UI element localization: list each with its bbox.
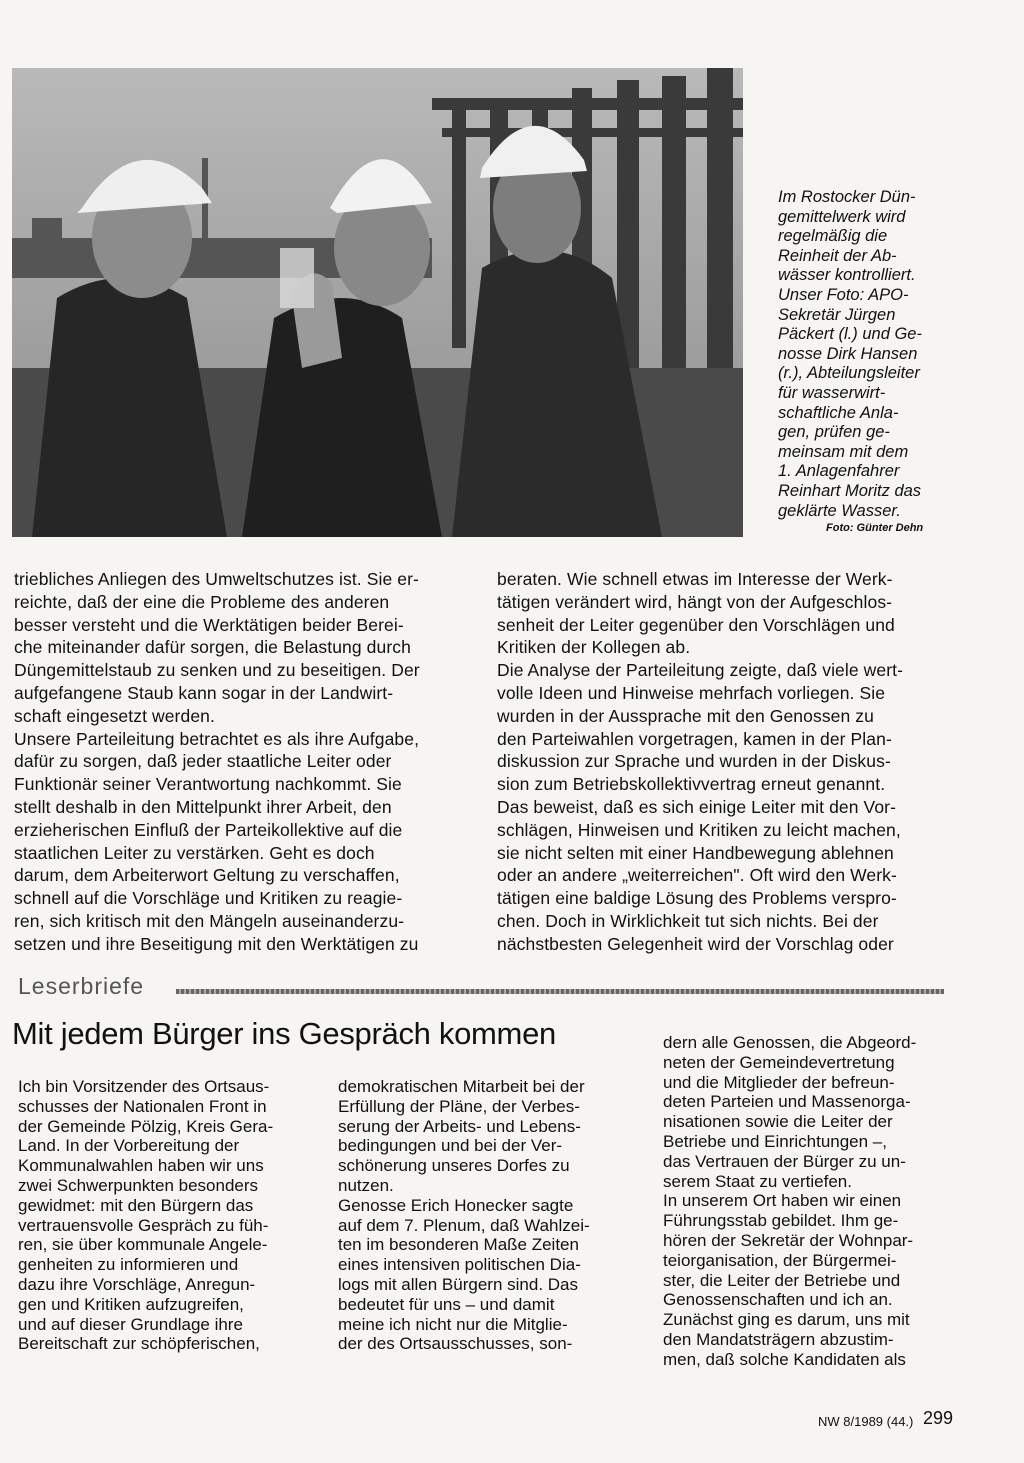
- caption-line: meinsam mit dem: [778, 442, 909, 461]
- text-line: Betriebe und Einrichtungen –,: [663, 1131, 887, 1151]
- text-line: Zunächst ging es darum, uns mit: [663, 1310, 910, 1330]
- article2-column-2: [338, 1077, 631, 1354]
- article1-column-2: [497, 568, 952, 956]
- text-line: oder an andere „weiterreichen". Oft wird den Werk-: [497, 865, 897, 886]
- text-line: wurden in der Aussprache mit den Genossen zu: [497, 705, 874, 726]
- page-number: 299: [923, 1408, 954, 1428]
- section-divider: [176, 989, 944, 994]
- text-line: genheiten zu informieren und: [18, 1255, 239, 1275]
- text-line: zwei Schwerpunkten besonders: [18, 1175, 259, 1195]
- text-line: Das beweist, daß es sich einige Leiter mit den Vor-: [497, 796, 897, 817]
- text-line: und auf dieser Grundlage ihre: [18, 1314, 243, 1334]
- text-line: tätigen verändert wird, hängt von der Aufgeschlos-: [497, 591, 893, 612]
- text-line: und die Mitglieder der befreun-: [663, 1072, 895, 1092]
- text-line: der des Ortsausschusses, son-: [338, 1334, 573, 1354]
- text-line: Erfüllung der Pläne, der Verbes-: [338, 1096, 580, 1116]
- text-line: Genossenschaften und ich an.: [663, 1290, 893, 1310]
- text-line: ren, sie über kommunale Angele-: [18, 1235, 268, 1255]
- text-line: serem Staat zu vertiefen.: [663, 1171, 852, 1191]
- text-line: darum, dem Arbeiterwort Geltung zu verschaffen,: [14, 865, 400, 886]
- text-line: men, daß solche Kandidaten als: [663, 1349, 906, 1369]
- text-line: den Mandatsträgern abzustim-: [663, 1329, 894, 1349]
- text-line: beraten. Wie schnell etwas im Interesse der Werk-: [497, 569, 893, 589]
- text-line: Genosse Erich Honecker sagte: [338, 1195, 574, 1215]
- photo-credit: Foto: Günter Dehn: [826, 522, 924, 534]
- section-label: Leserbriefe: [18, 973, 145, 999]
- caption-line: Unser Foto: APO-: [778, 285, 909, 304]
- text-line: ren, sich kritisch mit den Mängeln auseinanderzu-: [14, 910, 405, 931]
- text-line: besser versteht und die Werktätigen beider Berei-: [14, 614, 404, 635]
- text-line: serung der Arbeits- und Lebens-: [338, 1116, 581, 1136]
- text-line: demokratischen Mitarbeit bei der: [338, 1077, 585, 1096]
- text-line: dafür zu sorgen, daß jeder staatliche Leiter oder: [14, 751, 392, 772]
- text-line: neten der Gemeindevertretung: [663, 1052, 895, 1072]
- text-line: reichte, daß der eine die Probleme des anderen: [14, 591, 390, 612]
- text-line: sie nicht selten mit einer Handbewegung ablehnen: [497, 842, 894, 863]
- article2-column-1: [18, 1077, 310, 1354]
- text-line: senheit der Leiter gegenüber den Vorschlägen und: [497, 614, 895, 635]
- text-line: Land. In der Vorbereitung der: [18, 1136, 240, 1156]
- text-line: setzen und ihre Beseitigung mit den Werktätigen zu: [14, 933, 419, 954]
- text-line: Kritiken der Kollegen ab.: [497, 637, 691, 658]
- text-line: vertrauensvolle Gespräch zu füh-: [18, 1215, 269, 1235]
- text-line: erzieherischen Einfluß der Parteikollektive auf die: [14, 819, 403, 840]
- text-line: In unserem Ort haben wir einen: [663, 1191, 902, 1211]
- text-line: nutzen.: [338, 1175, 394, 1195]
- text-line: volle Ideen und Hinweise mehrfach vorliegen. Sie: [497, 682, 886, 703]
- caption-line: Päckert (l.) und Ge-: [778, 325, 922, 344]
- article2-headline: Mit jedem Bürger ins Gespräch kommen: [12, 1016, 556, 1051]
- text-line: ten im besonderen Maße Zeiten: [338, 1235, 579, 1255]
- text-line: gewidmet: mit den Bürgern das: [18, 1195, 254, 1215]
- text-line: Die Analyse der Parteileitung zeigte, daß viele wert-: [497, 660, 904, 681]
- text-line: Führungsstab gebildet. Ihm ge-: [663, 1211, 899, 1231]
- text-line: den Parteiwahlen vorgetragen, kamen in der Plan-: [497, 728, 892, 749]
- text-line: nisationen sowie die Leiter der: [663, 1112, 893, 1132]
- photo-caption: [778, 188, 958, 521]
- article-photo: [12, 68, 743, 537]
- text-line: diskussion zur Sprache und wurden in der Diskus-: [497, 751, 891, 772]
- caption-line: Im Rostocker Dün-: [778, 188, 916, 206]
- caption-line: für wasserwirt-: [778, 383, 886, 402]
- text-line: Unsere Parteileitung betrachtet es als ihre Aufgabe,: [14, 728, 420, 749]
- text-line: hören der Sekretär der Wohnpar-: [663, 1230, 914, 1250]
- text-line: Funktionär seiner Verantwortung nachkommt. Sie: [14, 774, 402, 795]
- text-line: staatlichen Leiter zu verstärken. Geht es doch: [14, 842, 375, 863]
- caption-line: regelmäßig die: [778, 227, 888, 246]
- caption-line: (r.), Abteilungsleiter: [778, 364, 920, 383]
- text-line: dern alle Genossen, die Abgeord-: [663, 1033, 917, 1052]
- text-line: che miteinander dafür sorgen, die Belastung durch: [14, 637, 411, 658]
- text-line: dazu ihre Vorschläge, Anregun-: [18, 1274, 256, 1294]
- text-line: sion zum Betriebskollektivvertrag erneut genannt.: [497, 774, 886, 795]
- text-line: teiorganisation, der Bürgermei-: [663, 1250, 897, 1270]
- article1-column-1: [14, 568, 476, 956]
- text-line: meine ich nicht nur die Mitglie-: [338, 1314, 568, 1334]
- text-line: bedeutet für uns – und damit: [338, 1294, 555, 1314]
- text-line: Kommunalwahlen haben wir uns: [18, 1156, 264, 1176]
- caption-line: gen, prüfen ge-: [778, 423, 890, 442]
- text-line: der Gemeinde Pölzig, Kreis Gera-: [18, 1116, 274, 1136]
- caption-line: 1. Anlagenfahrer: [778, 462, 900, 481]
- text-line: Bereitschaft zur schöpferischen,: [18, 1334, 260, 1354]
- caption-line: wässer kontrolliert.: [778, 266, 916, 285]
- text-line: schnell auf die Vorschläge und Kritiken zu reagie-: [14, 888, 403, 909]
- text-line: ster, die Leiter der Betriebe und: [663, 1270, 901, 1290]
- text-line: logs mit allen Bürgern sind. Das: [338, 1274, 579, 1294]
- text-line: eines intensiven politischen Dia-: [338, 1255, 581, 1275]
- text-line: triebliches Anliegen des Umweltschutzes ist. Sie er-: [14, 569, 419, 589]
- text-line: schusses der Nationalen Front in: [18, 1096, 267, 1116]
- caption-line: geklärte Wasser.: [778, 501, 901, 520]
- caption-line: gemittelwerk wird: [778, 207, 906, 226]
- text-line: gen und Kritiken aufzugreifen,: [18, 1294, 244, 1314]
- text-line: schönerung unseres Dorfes zu: [338, 1156, 570, 1176]
- text-line: aufgefangene Staub kann sogar in der Landwirt-: [14, 682, 394, 703]
- text-line: deten Parteien und Massenorga-: [663, 1092, 911, 1112]
- text-line: schlägen, Hinweisen und Kritiken zu leicht machen,: [497, 819, 901, 840]
- text-line: schaft eingesetzt werden.: [14, 705, 215, 726]
- caption-line: Reinheit der Ab-: [778, 246, 897, 265]
- caption-line: schaftliche Anla-: [778, 403, 899, 422]
- text-line: Ich bin Vorsitzender des Ortsaus-: [18, 1077, 270, 1096]
- caption-line: nosse Dirk Hansen: [778, 344, 918, 363]
- caption-line: Reinhart Moritz das: [778, 481, 922, 500]
- text-line: nächstbesten Gelegenheit wird der Vorschlag oder: [497, 933, 894, 954]
- text-line: Düngemittelstaub zu senken und zu beseitigen. Der: [14, 660, 420, 681]
- text-line: auf dem 7. Plenum, daß Wahlzei-: [338, 1215, 590, 1235]
- caption-line: Sekretär Jürgen: [778, 305, 896, 324]
- issue-reference: NW 8/1989 (44.): [818, 1414, 914, 1429]
- text-line: das Vertrauen der Bürger zu un-: [663, 1151, 906, 1171]
- text-line: stellt deshalb in den Mittelpunkt ihrer Arbeit, den: [14, 796, 392, 817]
- text-line: chen. Doch in Wirklichkeit tut sich nichts. Bei der: [497, 910, 879, 931]
- article2-column-3: [663, 1033, 955, 1370]
- text-line: tätigen eine baldige Lösung des Problems verspro-: [497, 888, 897, 909]
- text-line: bedingungen und bei der Ver-: [338, 1136, 563, 1156]
